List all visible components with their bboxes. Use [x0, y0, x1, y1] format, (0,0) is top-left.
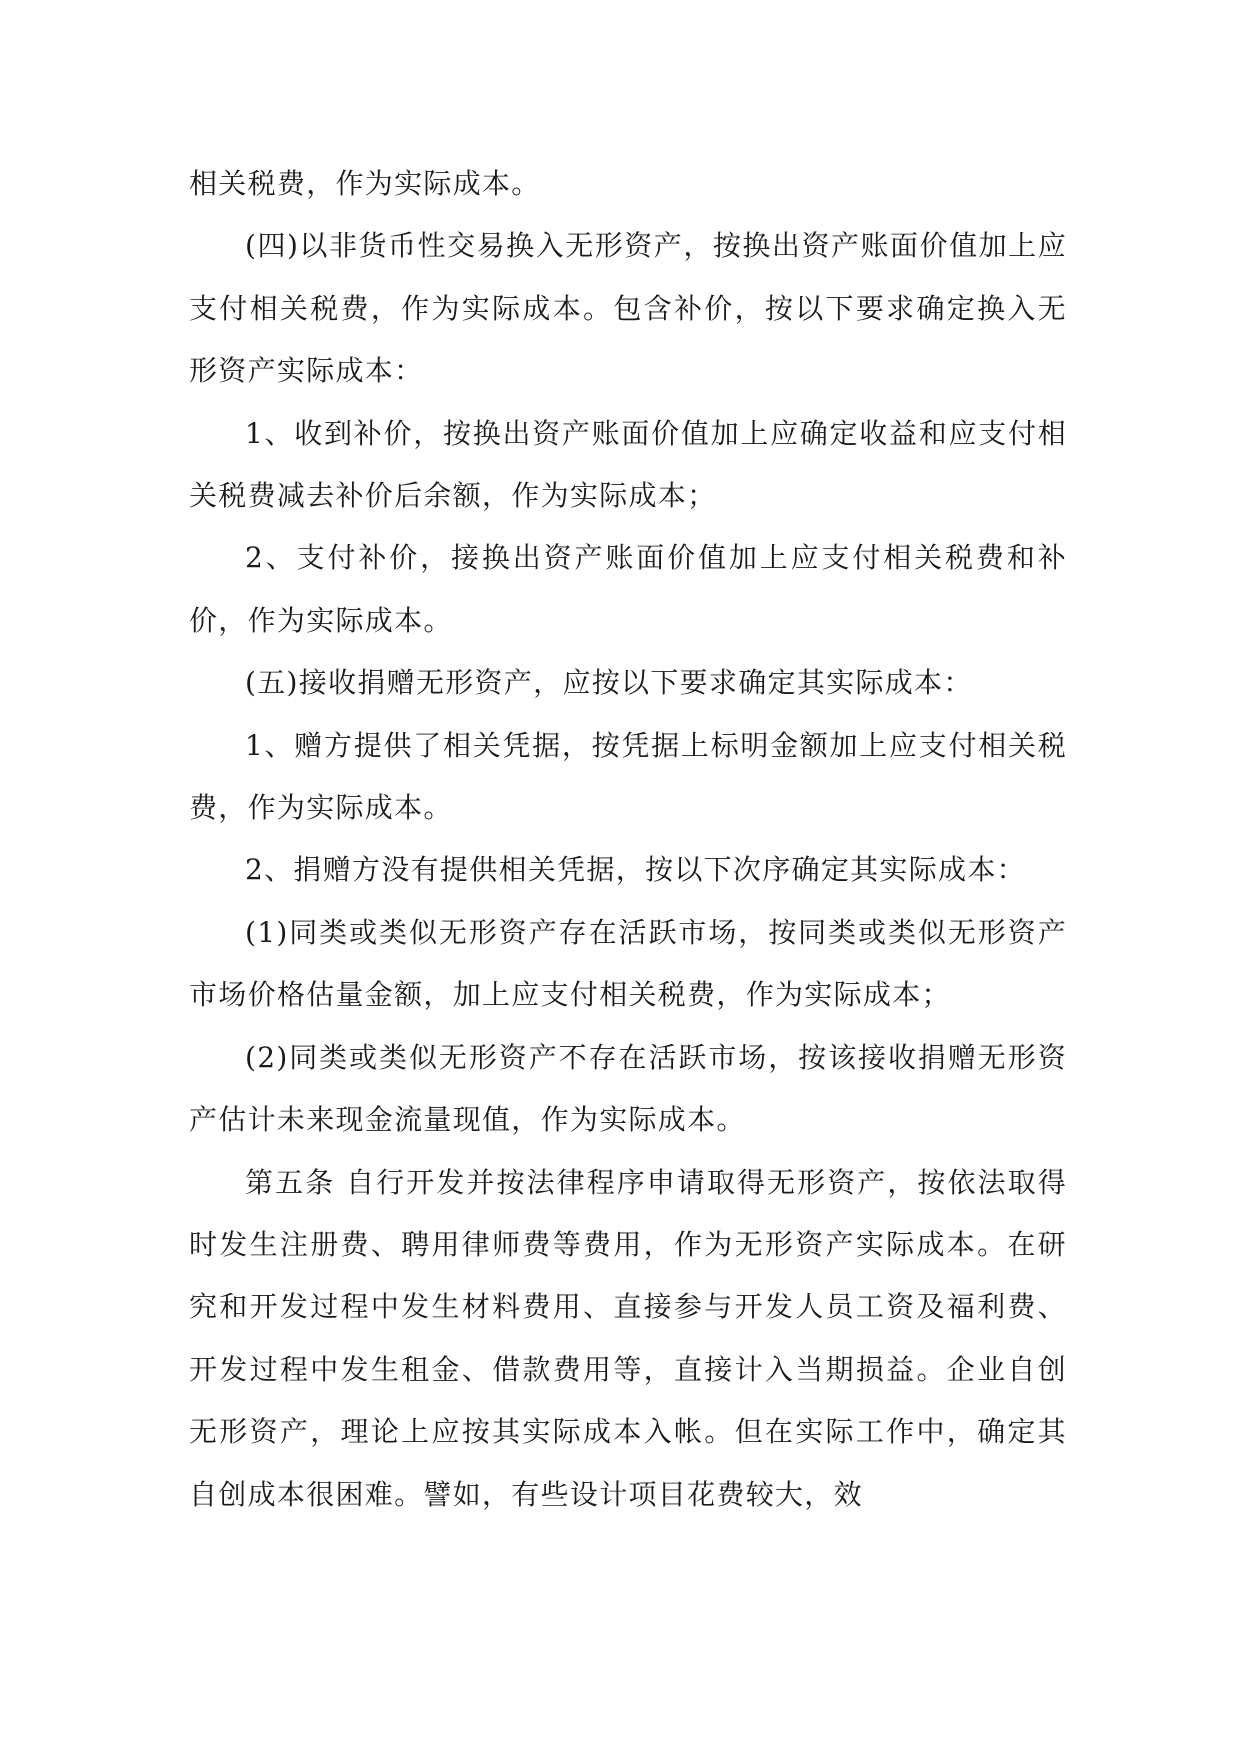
paragraph-pay-premium: 2、支付补价，接换出资产账面价值加上应支付相关税费和补价，作为实际成本。 — [189, 541, 1067, 637]
paragraph-active-market: (1)同类或类似无形资产存在活跃市场，按同类或类似无形资产市场价格估量金额，加上应支付相关税费，作为实际成本； — [189, 915, 1067, 1012]
paragraph-item-five: (五)接收捐赠无形资产，应按以下要求确定其实际成本： — [245, 666, 973, 700]
paragraph-no-active-market: (2)同类或类似无形资产不存在活跃市场，按该接收捐赠无形资产估计未来现金流量现值，作为实际成本。 — [189, 1040, 1067, 1137]
paragraph-article-five: 第五条 自行开发并按法律程序申请取得无形资产，按依法取得时发生注册费、聘用律师费等费用，作为无形资产实际成本。在研究和开发过程中发生材料费用、直接参与开发人员工资及福利费、开发过程中发生租金、借款费用等，直接计入当期损益。企业自创无形资产，理论上应按其实际成本入帐。但在实际工作中，确定其自创成本很困难。譬如，有些设计项目花费较大，效 — [189, 1165, 1067, 1511]
paragraph-receive-premium: 1、收到补价，按换出资产账面价值加上应确定收益和应支付相关税费减去补价后余额，作为实际成本； — [189, 416, 1067, 513]
paragraph-donor-with-voucher: 1、赠方提供了相关凭据，按凭据上标明金额加上应支付相关税费，作为实际成本。 — [189, 728, 1067, 825]
document-body — [189, 153, 1067, 1526]
paragraph-item-four: (四)以非货币性交易换入无形资产，按换出资产账面价值加上应支付相关税费，作为实际成本。包含补价，按以下要求确定换入无形资产实际成本： — [189, 229, 1067, 388]
paragraph-donor-without-voucher: 2、捐赠方没有提供相关凭据，按以下次序确定其实际成本： — [245, 853, 1026, 887]
paragraph-continuation: 相关税费，作为实际成本。 — [189, 167, 541, 200]
